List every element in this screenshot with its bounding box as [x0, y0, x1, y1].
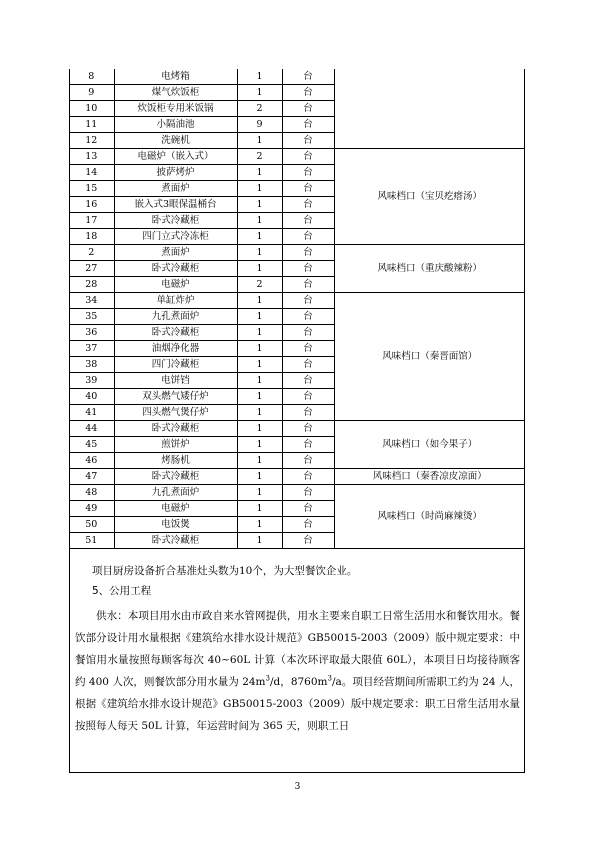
equipment-name: 四门立式冷冻柜	[114, 229, 237, 245]
equipment-unit: 台	[282, 245, 334, 261]
row-number: 27	[69, 261, 114, 277]
row-number: 41	[69, 405, 114, 421]
equipment-quantity: 1	[237, 325, 282, 341]
equipment-unit: 台	[282, 389, 334, 405]
equipment-quantity: 1	[237, 197, 282, 213]
stall-zone: 风味档口（时尚麻辣烫）	[334, 485, 525, 549]
row-number: 10	[69, 101, 114, 117]
row-number: 14	[69, 165, 114, 181]
equipment-quantity: 1	[237, 85, 282, 101]
equipment-quantity: 1	[237, 405, 282, 421]
equipment-name: 披萨烤炉	[114, 165, 237, 181]
equipment-summary: 项目厨房设备折合基准灶头数为10个，为大型餐饮企业。	[92, 565, 358, 577]
equipment-unit: 台	[282, 341, 334, 357]
equipment-unit: 台	[282, 133, 334, 149]
equipment-name: 卧式冷藏柜	[114, 213, 237, 229]
equipment-unit: 台	[282, 405, 334, 421]
equipment-name: 卧式冷藏柜	[114, 469, 237, 485]
equipment-unit: 台	[282, 533, 334, 549]
stall-zone: 风味档口（重庆酸辣粉）	[334, 245, 525, 293]
equipment-quantity: 1	[237, 533, 282, 549]
equipment-quantity: 1	[237, 261, 282, 277]
equipment-quantity: 1	[237, 309, 282, 325]
row-number: 13	[69, 149, 114, 165]
water-supply-paragraph	[75, 605, 520, 737]
equipment-quantity: 1	[237, 469, 282, 485]
table-row	[69, 245, 525, 261]
equipment-name: 卧式冷藏柜	[114, 325, 237, 341]
water-text-part-3: /a。项目经营期间所需职工约为 24 人，根据《建筑给水排水设计规范》GB50015-2003（2009）版中规定要求：职工日常生活用水量按照每人每天 50L 计算，年运营时间为 365 天，则职工日	[75, 676, 521, 732]
table-row	[69, 293, 525, 309]
equipment-unit: 台	[282, 501, 334, 517]
equipment-quantity: 1	[237, 245, 282, 261]
page-number: 3	[294, 782, 301, 792]
equipment-unit: 台	[282, 309, 334, 325]
equipment-name: 电磁炉	[114, 277, 237, 293]
equipment-quantity: 1	[237, 373, 282, 389]
row-number: 40	[69, 389, 114, 405]
equipment-name: 卧式冷藏柜	[114, 261, 237, 277]
row-number: 39	[69, 373, 114, 389]
equipment-name: 烤肠机	[114, 453, 237, 469]
row-number: 28	[69, 277, 114, 293]
equipment-name: 卧式冷藏柜	[114, 533, 237, 549]
equipment-quantity: 2	[237, 149, 282, 165]
equipment-quantity: 1	[237, 341, 282, 357]
equipment-unit: 台	[282, 149, 334, 165]
equipment-unit: 台	[282, 197, 334, 213]
equipment-name: 电饭煲	[114, 517, 237, 533]
equipment-unit: 台	[282, 469, 334, 485]
equipment-unit: 台	[282, 165, 334, 181]
table-row	[69, 469, 525, 485]
water-supply-text	[75, 605, 520, 737]
stall-zone: 风味档口（秦晋面馆）	[334, 293, 525, 421]
row-number: 46	[69, 453, 114, 469]
row-number: 2	[69, 245, 114, 261]
table-row	[69, 485, 525, 501]
row-number: 38	[69, 357, 114, 373]
row-number: 35	[69, 309, 114, 325]
equipment-quantity: 2	[237, 277, 282, 293]
row-number: 12	[69, 133, 114, 149]
equipment-unit: 台	[282, 213, 334, 229]
equipment-unit: 台	[282, 261, 334, 277]
equipment-name: 电磁炉	[114, 501, 237, 517]
equipment-name: 四门冷藏柜	[114, 357, 237, 373]
equipment-quantity: 1	[237, 181, 282, 197]
equipment-unit: 台	[282, 69, 334, 85]
equipment-quantity: 1	[237, 453, 282, 469]
equipment-name: 煮面炉	[114, 181, 237, 197]
equipment-unit: 台	[282, 229, 334, 245]
row-number: 47	[69, 469, 114, 485]
equipment-unit: 台	[282, 437, 334, 453]
equipment-quantity: 1	[237, 213, 282, 229]
equipment-quantity: 1	[237, 517, 282, 533]
row-number: 8	[69, 69, 114, 85]
equipment-quantity: 1	[237, 421, 282, 437]
equipment-name: 四头燃气煲仔炉	[114, 405, 237, 421]
equipment-name: 煤气炊饭柜	[114, 85, 237, 101]
row-number: 51	[69, 533, 114, 549]
equipment-quantity: 1	[237, 165, 282, 181]
equipment-quantity: 1	[237, 229, 282, 245]
equipment-unit: 台	[282, 181, 334, 197]
equipment-name: 小隔油池	[114, 117, 237, 133]
equipment-name: 煮面炉	[114, 245, 237, 261]
equipment-unit: 台	[282, 421, 334, 437]
table-row	[69, 69, 525, 85]
row-number: 16	[69, 197, 114, 213]
row-number: 44	[69, 421, 114, 437]
equipment-quantity: 1	[237, 501, 282, 517]
equipment-unit: 台	[282, 373, 334, 389]
equipment-unit: 台	[282, 277, 334, 293]
equipment-name: 油烟净化器	[114, 341, 237, 357]
row-number: 37	[69, 341, 114, 357]
equipment-unit: 台	[282, 357, 334, 373]
equipment-quantity: 1	[237, 69, 282, 85]
equipment-name: 九孔煮面炉	[114, 485, 237, 501]
table-row	[69, 421, 525, 437]
equipment-unit: 台	[282, 325, 334, 341]
row-number: 18	[69, 229, 114, 245]
equipment-name: 电磁炉（嵌入式）	[114, 149, 237, 165]
equipment-unit: 台	[282, 101, 334, 117]
equipment-unit: 台	[282, 293, 334, 309]
equipment-table-body	[69, 69, 525, 549]
equipment-name: 九孔煮面炉	[114, 309, 237, 325]
row-number: 15	[69, 181, 114, 197]
equipment-quantity: 9	[237, 117, 282, 133]
equipment-quantity: 1	[237, 389, 282, 405]
unit-superscript: 3	[265, 674, 270, 683]
equipment-name: 煎饼炉	[114, 437, 237, 453]
row-number: 17	[69, 213, 114, 229]
equipment-name: 电饼铛	[114, 373, 237, 389]
stall-zone: 风味档口（秦香凉皮凉面）	[334, 469, 525, 485]
equipment-quantity: 1	[237, 437, 282, 453]
equipment-name: 卧式冷藏柜	[114, 421, 237, 437]
water-text-part-2: /d，8760m	[269, 676, 328, 688]
equipment-quantity: 2	[237, 101, 282, 117]
row-number: 50	[69, 517, 114, 533]
unit-superscript: 3	[327, 674, 332, 683]
equipment-name: 单缸炸炉	[114, 293, 237, 309]
equipment-unit: 台	[282, 517, 334, 533]
equipment-quantity: 1	[237, 293, 282, 309]
stall-zone: 风味档口（如今果子）	[334, 421, 525, 469]
equipment-quantity: 1	[237, 357, 282, 373]
equipment-name: 嵌入式3眼保温桶台	[114, 197, 237, 213]
equipment-unit: 台	[282, 485, 334, 501]
equipment-table	[69, 69, 525, 549]
row-number: 34	[69, 293, 114, 309]
section-heading: 5、公用工程	[92, 585, 152, 597]
stall-zone: 风味档口（宝贝疙瘩汤）	[334, 149, 525, 245]
row-number: 36	[69, 325, 114, 341]
equipment-name: 双头燃气矮仔炉	[114, 389, 237, 405]
row-number: 9	[69, 85, 114, 101]
row-number: 48	[69, 485, 114, 501]
stall-zone	[334, 69, 525, 149]
equipment-name: 炊饭柜专用米饭锅	[114, 101, 237, 117]
equipment-quantity: 1	[237, 485, 282, 501]
water-text-part-1: 供水：本项目用水由市政自来水管网提供，用水主要来自职工日常生活用水和餐饮用水。餐饮部分设计用水量根据《建筑给水排水设计规范》GB50015-2003（2009）版中规定要求：中餐馆用水量按照每顾客每次 40~60L 计算（本次环评取最大限值 60L），本项目日均接待顾客约 400 人次，则餐饮部分用水量为 24m	[75, 610, 520, 688]
equipment-name: 电烤箱	[114, 69, 237, 85]
equipment-name: 洗碗机	[114, 133, 237, 149]
table-row	[69, 149, 525, 165]
row-number: 49	[69, 501, 114, 517]
equipment-unit: 台	[282, 85, 334, 101]
row-number: 45	[69, 437, 114, 453]
equipment-unit: 台	[282, 117, 334, 133]
equipment-unit: 台	[282, 453, 334, 469]
row-number: 11	[69, 117, 114, 133]
equipment-quantity: 1	[237, 133, 282, 149]
